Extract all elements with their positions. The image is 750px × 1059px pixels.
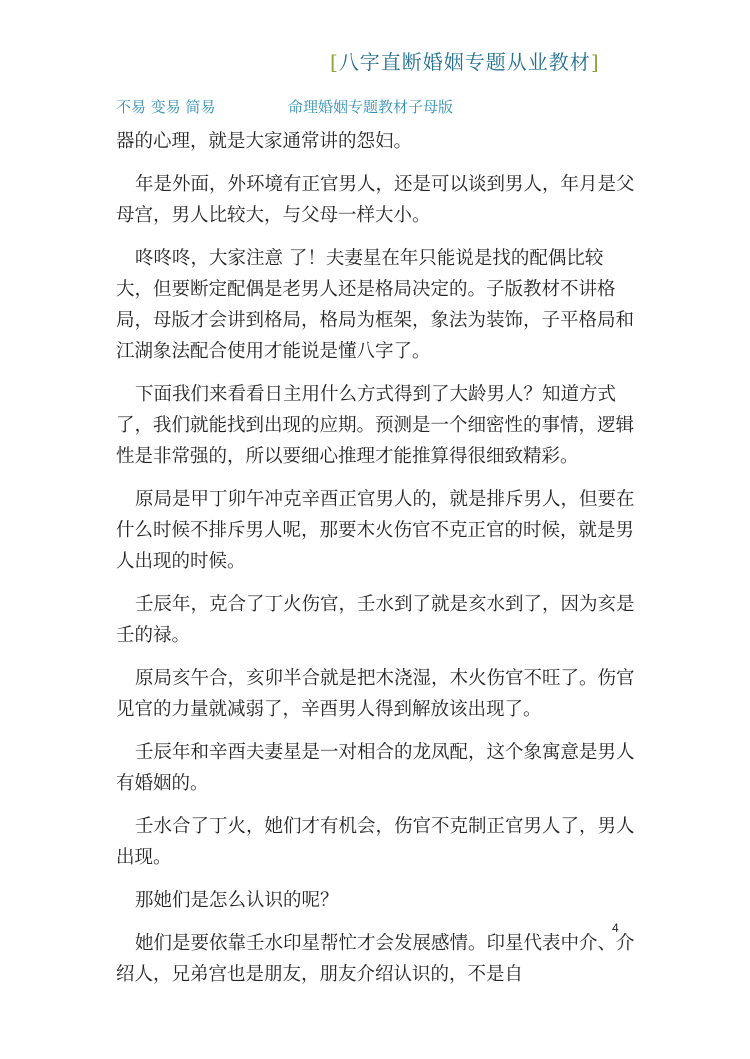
paragraph: 原局是甲丁卯午冲克辛酉正官男人的，就是排斥男人，但要在什么时候不排斥男人呢，那要木火伤官不克正官的时候，就是男人出现的时候。 xyxy=(116,489,635,572)
paragraph: 她们是要依靠壬水印星帮忙才会发展感情。印星代表中介、介绍人，兄弟宫也是朋友，朋友介绍认识的，不是自 xyxy=(116,933,635,985)
paragraph: 壬辰年，克合了丁火伤官，壬水到了就是亥水到了，因为亥是壬的禄。 xyxy=(116,594,635,646)
document-subheader xyxy=(116,96,453,117)
document-header-title xyxy=(330,46,630,75)
document-body xyxy=(116,126,636,1002)
paragraph: 壬水合了丁火，她们才有机会，伤官不克制正官男人了，男人出现。 xyxy=(116,816,635,868)
paragraph: 原局亥午合，亥卯半合就是把木浇湿，木火伤官不旺了。伤官见官的力量就减弱了，辛酉男人得到解放该出现了。 xyxy=(116,668,635,720)
paragraph: 年是外面，外环境有正官男人，还是可以谈到男人，年月是父母宫，男人比较大，与父母一样大小。 xyxy=(116,174,635,226)
header-title-text: 八字直断婚姻专题从业教材 xyxy=(338,50,591,74)
paragraph: 那她们是怎么认识的呢？ xyxy=(135,890,339,911)
subheader-motto: 不易 变易 简易 xyxy=(116,98,216,116)
paragraph: 咚咚咚，大家注意 了！夫妻星在年只能说是找的配偶比较大，但要断定配偶是老男人还是格局决定的。子版教材不讲格局，母版才会讲到格局，格局为框架，象法为装饰，子平格局和江湖象法配合使用才能说是懂八字了。 xyxy=(116,248,635,362)
header-open-bracket: [ xyxy=(330,50,339,74)
paragraph: 器的心理，就是大家通常讲的怨妇。 xyxy=(116,131,413,152)
page-number: 4 xyxy=(612,921,619,935)
header-close-bracket: ] xyxy=(590,50,600,74)
paragraph: 下面我们来看看日主用什么方式得到了大龄男人？知道方式了，我们就能找到出现的应期。预测是一个细密性的事情，逻辑性是非常强的，所以要细心推理才能推算得很细致精彩。 xyxy=(116,384,635,467)
subheader-edition: 命理婚姻专题教材子母版 xyxy=(288,98,454,116)
paragraph: 壬辰年和辛酉夫妻星是一对相合的龙凤配，这个象寓意是男人有婚姻的。 xyxy=(116,742,635,794)
